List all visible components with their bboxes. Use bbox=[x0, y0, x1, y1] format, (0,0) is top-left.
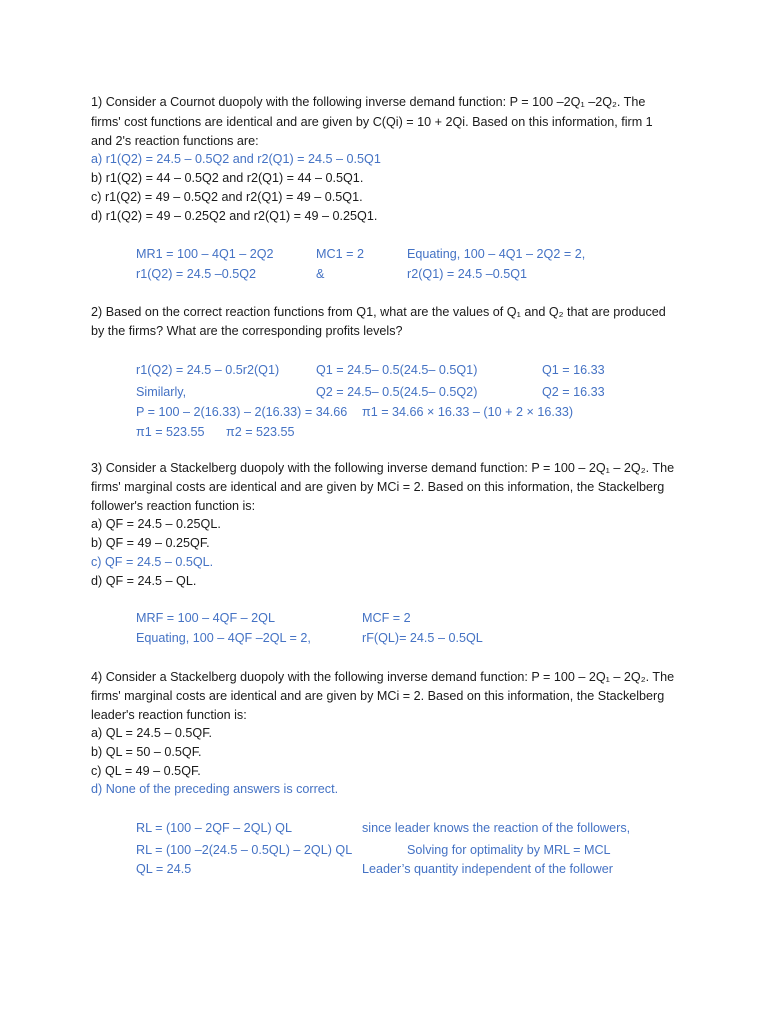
q4-work-note-2: Solving for optimality by MRL = MCL bbox=[407, 843, 611, 857]
q2-work-r1-sub: r1(Q2) = 24.5 – 0.5r2(Q1) bbox=[136, 363, 280, 377]
q1-stem-line-2: firms' cost functions are identical and are given by C(Qi) = 10 + 2Qi. Based on this information, firm 1 bbox=[91, 115, 653, 129]
q2-work-profit-1: π1 = 523.55 bbox=[136, 425, 205, 439]
q1-stem-line-1: 1) Consider a Cournot duopoly with the following inverse demand function: P = 100 –2Q₁ –2Q₂. The bbox=[91, 95, 646, 109]
q1-stem-line-3: and 2's reaction functions are: bbox=[91, 134, 259, 148]
q4-stem-line-3: leader's reaction function is: bbox=[91, 708, 247, 722]
q4-work-rl-sub: RL = (100 –2(24.5 – 0.5QL) – 2QL) QL bbox=[136, 843, 353, 857]
q1-work-equating: Equating, 100 – 4Q1 – 2Q2 = 2, bbox=[407, 247, 586, 261]
q4-work-ql: QL = 24.5 bbox=[136, 862, 192, 876]
q1-option-b: b) r1(Q2) = 44 – 0.5Q2 and r2(Q1) = 44 – 0.5Q1. bbox=[91, 171, 364, 185]
q1-work-r1: r1(Q2) = 24.5 –0.5Q2 bbox=[136, 267, 257, 281]
q3-option-a: a) QF = 24.5 – 0.25QL. bbox=[91, 517, 221, 531]
q4-work-note-3: Leader’s quantity independent of the follower bbox=[362, 862, 613, 876]
q1-work-mc1: MC1 = 2 bbox=[316, 247, 364, 261]
q1-option-d: d) r1(Q2) = 49 – 0.25Q2 and r2(Q1) = 49 – 0.25Q1. bbox=[91, 209, 378, 223]
q2-work-q2-value: Q2 = 16.33 bbox=[542, 385, 605, 399]
q3-stem-line-3: follower's reaction function is: bbox=[91, 499, 256, 513]
q2-work-profit-calc: π1 = 34.66 × 16.33 – (10 + 2 × 16.33) bbox=[362, 405, 574, 419]
q1-work-ampersand: & bbox=[316, 267, 325, 281]
q3-work-mrf: MRF = 100 – 4QF – 2QL bbox=[136, 611, 275, 625]
q4-work-rl: RL = (100 – 2QF – 2QL) QL bbox=[136, 821, 292, 835]
q2-work-q1-eq: Q1 = 24.5– 0.5(24.5– 0.5Q1) bbox=[316, 363, 478, 377]
q3-stem-line-1: 3) Consider a Stackelberg duopoly with the following inverse demand function: P = 100 – 2Q₁ – 2Q₂. The bbox=[91, 461, 675, 475]
q1-option-a-correct: a) r1(Q2) = 24.5 – 0.5Q2 and r2(Q1) = 24.5 – 0.5Q1 bbox=[91, 152, 381, 166]
q2-work-price: P = 100 – 2(16.33) – 2(16.33) = 34.66 bbox=[136, 405, 348, 419]
q2-stem-line-2: by the firms? What are the corresponding profits levels? bbox=[91, 324, 403, 338]
q1-work-mr1: MR1 = 100 – 4Q1 – 2Q2 bbox=[136, 247, 274, 261]
q3-stem-line-2: firms' marginal costs are identical and are given by MCi = 2. Based on this information, the Stackelberg bbox=[91, 480, 665, 494]
q3-work-mcf: MCF = 2 bbox=[362, 611, 411, 625]
q2-stem-line-1: 2) Based on the correct reaction functions from Q1, what are the values of Q₁ and Q₂ that are produced bbox=[91, 305, 666, 319]
q1-work-r2: r2(Q1) = 24.5 –0.5Q1 bbox=[407, 267, 528, 281]
q4-work-note-1: since leader knows the reaction of the followers, bbox=[362, 821, 631, 835]
q3-work-equating: Equating, 100 – 4QF –2QL = 2, bbox=[136, 631, 311, 645]
q4-option-a: a) QL = 24.5 – 0.5QF. bbox=[91, 726, 212, 740]
q4-stem-line-2: firms' marginal costs are identical and are given by MCi = 2. Based on this information, the Stackelberg bbox=[91, 689, 665, 703]
q3-work-rf: rF(QL)= 24.5 – 0.5QL bbox=[362, 631, 483, 645]
q2-work-q1-value: Q1 = 16.33 bbox=[542, 363, 605, 377]
q3-option-c-correct: c) QF = 24.5 – 0.5QL. bbox=[91, 555, 214, 569]
q4-option-c: c) QL = 49 – 0.5QF. bbox=[91, 764, 201, 778]
q3-option-d: d) QF = 24.5 – QL. bbox=[91, 574, 197, 588]
q2-work-similarly: Similarly, bbox=[136, 385, 187, 399]
q4-option-b: b) QL = 50 – 0.5QF. bbox=[91, 745, 202, 759]
q4-stem-line-1: 4) Consider a Stackelberg duopoly with the following inverse demand function: P = 100 – 2Q₁ – 2Q₂. The bbox=[91, 670, 675, 684]
q3-option-b: b) QF = 49 – 0.25QF. bbox=[91, 536, 210, 550]
q4-option-d-correct: d) None of the preceding answers is correct. bbox=[91, 782, 339, 796]
q1-option-c: c) r1(Q2) = 49 – 0.5Q2 and r2(Q1) = 49 – 0.5Q1. bbox=[91, 190, 363, 204]
q2-work-q2-eq: Q2 = 24.5– 0.5(24.5– 0.5Q2) bbox=[316, 385, 478, 399]
q2-work-profit-2: π2 = 523.55 bbox=[226, 425, 295, 439]
